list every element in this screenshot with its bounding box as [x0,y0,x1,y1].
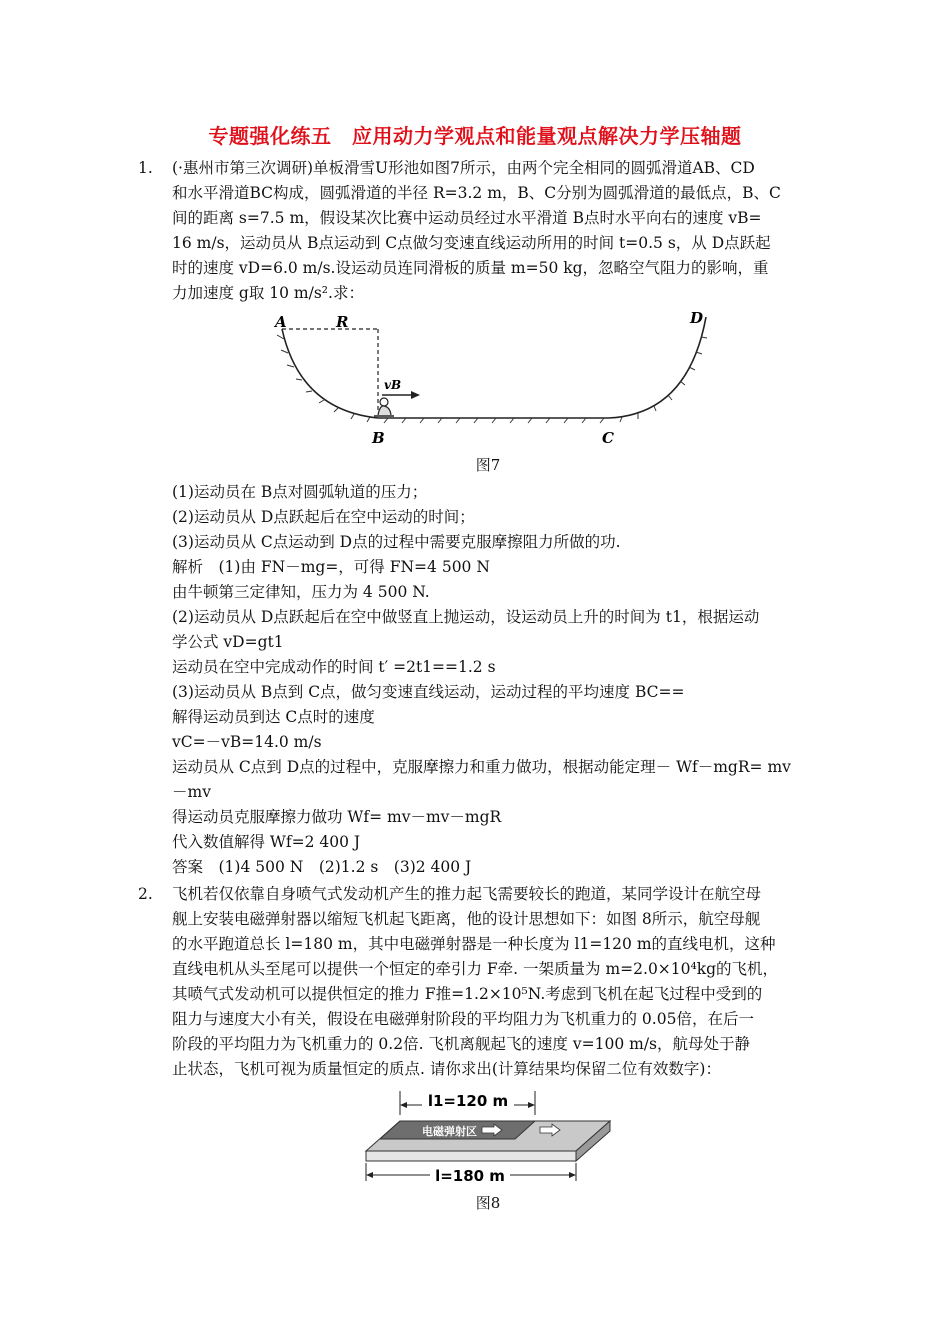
l1-arrow-right [528,1102,535,1108]
q1-subline: (1)运动员在 B点对圆弧轨道的压力； [172,483,428,501]
deck-front [366,1151,576,1161]
figure-8-caption: 图8 [475,1194,501,1212]
q1-subline: (3)运动员从 B点到 C点，做匀变速直线运动，运动过程的平均速度 BC== [172,683,685,701]
q1-line: 间的距离 s=7.5 m，假设某次比赛中运动员经过水平滑道 B点时水平向右的速度 vB= [172,209,762,227]
q2-line: 阻力与速度大小有关，假设在电磁弹射阶段的平均阻力为飞机重力的 0.05倍，在后一 [172,1010,754,1028]
q1-subline: 解得运动员到达 C点时的速度 [172,708,375,726]
velocity-arrowhead [411,391,420,399]
l-arrow-right [569,1172,576,1178]
q1-subline: 得运动员克服摩擦力做功 Wf= mv－mv－mgR [172,808,502,826]
q1-subline: (3)运动员从 C点运动到 D点的过程中需要克服摩擦阻力所做的功. [172,533,621,551]
label-D: D [690,309,704,327]
q1-subline: 学公式 vD=gt1 [172,633,284,651]
q1-subline: (2)运动员从 D点跃起后在空中运动的时间； [172,508,475,526]
l-arrow-left [366,1172,373,1178]
q1-subline: 解析 (1)由 FN－mg=，可得 FN=4 500 N [172,558,490,576]
label-R: R [336,313,349,331]
l-label: l=180 m [435,1167,505,1185]
q1-subline: －mv [172,783,211,801]
figure-7-caption: 图7 [475,456,501,474]
q1-line: 力加速度 g取 10 m/s².求： [172,284,364,302]
q2-line: 的水平跑道总长 l=180 m，其中电磁弹射器是一种长度为 l1=120 m的直线电机，这种 [172,935,776,953]
track-curve [282,317,706,418]
label-vB: vB [384,378,402,392]
label-B: B [372,429,385,447]
label-A: A [275,313,287,331]
l1-label: l1=120 m [427,1092,509,1110]
figure-7-halfpipe [270,305,720,450]
question-2-number: 2. [138,885,153,903]
track-hatching [277,335,707,423]
q1-answer: 答案 (1)4 500 N (2)1.2 s (3)2 400 J [172,858,472,876]
q2-line: 飞机若仅依靠自身喷气式发动机产生的推力起飞需要较长的跑道，某同学设计在航空母 [172,885,762,903]
q2-line: 直线电机从头至尾可以提供一个恒定的牵引力 F牵. 一架质量为 m=2.0×10⁴kg的飞机， [172,960,779,978]
page-title: 专题强化练五 应用动力学观点和能量观点解决力学压轴题 [208,124,742,148]
launch-zone-label: 电磁弹射区 [422,1125,477,1138]
skier-icon [374,398,394,416]
q1-subline: vC=－vB=14.0 m/s [172,733,322,751]
q1-subline: 运动员在空中完成动作的时间 t′ =2t1==1.2 s [172,658,496,676]
q2-line: 其喷气式发动机可以提供恒定的推力 F推=1.2×10⁵N.考虑到飞机在起飞过程中受到的 [172,985,763,1003]
q2-line: 阶段的平均阻力为飞机重力的 0.2倍. 飞机离舰起飞的速度 v=100 m/s，航母处于静 [172,1035,750,1053]
question-1-number: 1. [138,159,153,177]
q1-line: (·惠州市第三次调研)单板滑雪U形池如图7所示，由两个完全相同的圆弧滑道AB、CD [172,159,755,177]
q1-line: 时的速度 vD=6.0 m/s.设运动员连同滑板的质量 m=50 kg，忽略空气阻力的影响，重 [172,259,769,277]
q1-subline: 运动员从 C点到 D点的过程中，克服摩擦力和重力做功，根据动能定理－ Wf－mgR= mv [172,758,791,776]
q2-line: 止状态，飞机可视为质量恒定的质点. 请你求出(计算结果均保留二位有效数字)： [172,1060,721,1078]
l1-arrow-left [400,1102,407,1108]
q2-line: 舰上安装电磁弹射器以缩短飞机起飞距离，他的设计思想如下：如图 8所示，航空母舰 [172,910,761,928]
q1-subline: 由牛顿第三定律知，压力为 4 500 N. [172,583,430,601]
q1-subline: (2)运动员从 D点跃起后在空中做竖直上抛运动，设运动员上升的时间为 t1，根据运动 [172,608,760,626]
figure-8-carrier-deck [360,1085,620,1185]
label-C: C [602,429,614,447]
q1-line: 16 m/s，运动员从 B点运动到 C点做匀变速直线运动所用的时间 t=0.5 s，从 D点跃起 [172,234,771,252]
q1-subline: 代入数值解得 Wf=2 400 J [172,833,361,851]
q1-line: 和水平滑道BC构成，圆弧滑道的半径 R=3.2 m，B、C分别为圆弧滑道的最低点，B、C [172,184,781,202]
